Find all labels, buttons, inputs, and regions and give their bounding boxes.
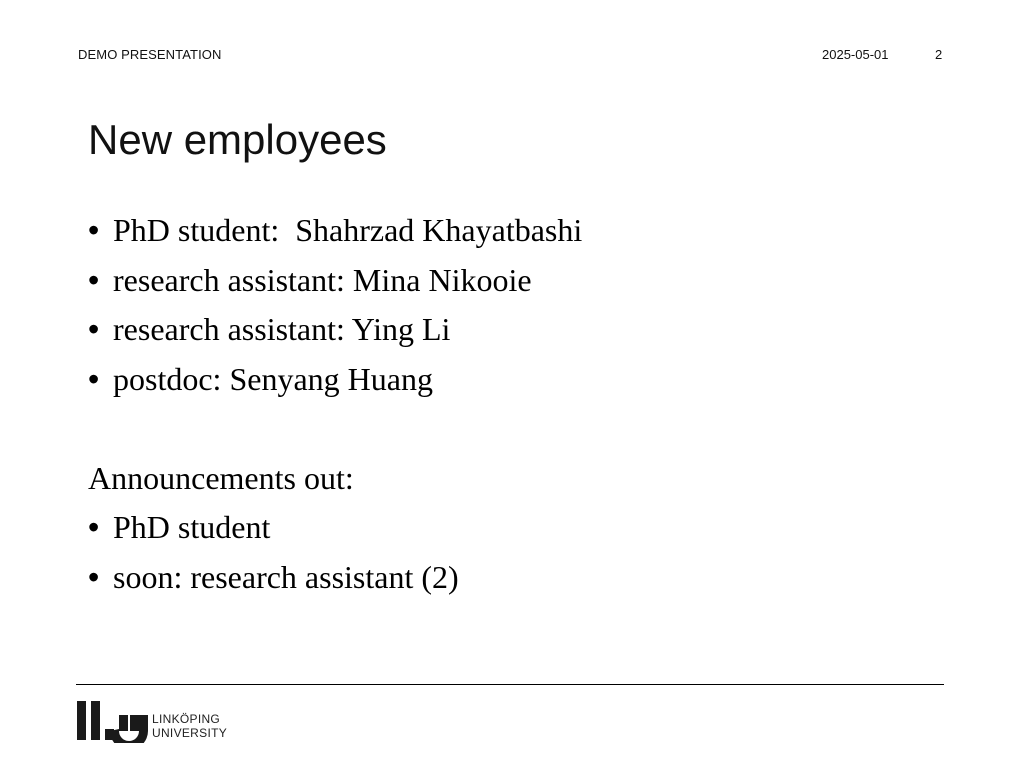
- list-item-text: soon: research assistant (2): [113, 558, 459, 595]
- list-item-text: research assistant: Ying Li: [113, 311, 451, 347]
- page-number: 2: [935, 47, 943, 62]
- list-item-text: research assistant: Mina Nikooie: [113, 261, 532, 298]
- slide-title: New employees: [88, 116, 387, 163]
- list-item-text: PhD student: [113, 509, 271, 545]
- list-item: [88, 355, 948, 405]
- bullet-icon: •: [88, 261, 100, 298]
- spacer: [88, 404, 948, 454]
- slide-date: 2025-05-01: [822, 47, 889, 62]
- bullet-icon: •: [88, 212, 100, 248]
- bullet-icon: •: [88, 509, 100, 545]
- bullet-icon: •: [88, 311, 100, 347]
- bullet-icon: •: [88, 558, 100, 595]
- logo-line-1: LINKÖPING: [152, 712, 221, 726]
- announcements-list: [88, 503, 948, 602]
- logo-line-2: UNIVERSITY: [152, 726, 228, 740]
- list-item-text: postdoc: Senyang Huang: [113, 360, 433, 397]
- list-item-text: PhD student: Shahrzad Khayatbashi: [113, 212, 583, 248]
- list-item: [88, 305, 948, 355]
- list-item: [88, 553, 948, 603]
- presentation-label: DEMO PRESENTATION: [78, 47, 222, 62]
- list-item: [88, 256, 948, 306]
- new-employees-list: [88, 206, 948, 404]
- slide-body: [88, 206, 948, 602]
- university-name: [152, 712, 227, 740]
- announcements-heading: Announcements out:: [88, 459, 354, 496]
- list-item: [88, 503, 948, 553]
- footer-divider: [76, 684, 944, 685]
- list-item: [88, 206, 948, 256]
- bullet-icon: •: [88, 360, 100, 397]
